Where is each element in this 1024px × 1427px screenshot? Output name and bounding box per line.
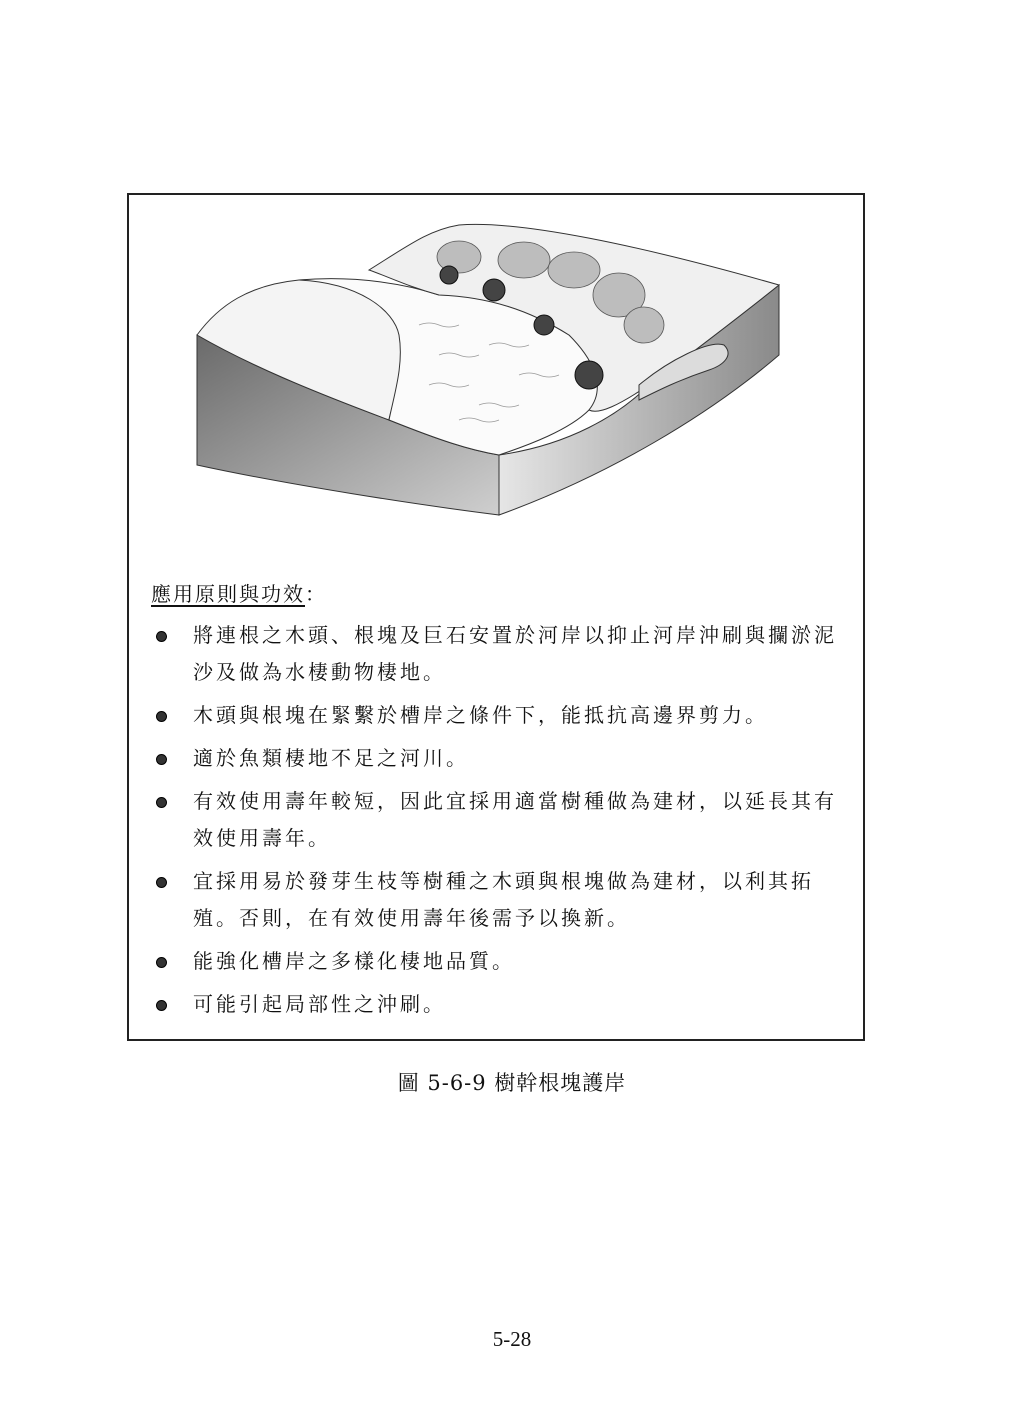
bullet-icon [156,1000,167,1011]
list-item-text: 可能引起局部性之沖刷。 [193,992,446,1016]
list-item [149,986,849,1023]
list-item [149,740,849,777]
list-item [149,783,849,857]
riverbank-illustration [189,215,809,575]
list-item [149,863,849,937]
list-item-text: 將連根之木頭、根塊及巨石安置於河岸以抑止河岸沖刷與攔淤泥沙及做為水棲動物棲地。 [193,623,837,684]
figure-caption: 圖 5-6-9 樹幹根塊護岸 [397,1071,627,1095]
principles-list [149,617,849,1029]
list-item [149,697,849,734]
list-item-text: 適於魚類棲地不足之河川。 [193,746,469,770]
principles-heading-text: 應用原則與功效 [151,582,305,606]
list-item [149,617,849,691]
page-number: 5-28 [492,1327,532,1351]
bullet-icon [156,754,167,765]
bullet-icon [156,957,167,968]
bullet-icon [156,877,167,888]
principles-heading-colon: ： [305,582,327,606]
bullet-icon [156,797,167,808]
figure-frame [127,193,865,1041]
bullet-icon [156,711,167,722]
bullet-icon [156,631,167,642]
list-item-text: 宜採用易於發芽生枝等樹種之木頭與根塊做為建材，以利其拓殖。否則，在有效使用壽年後需予以換新。 [193,869,814,930]
list-item [149,943,849,980]
principles-heading [151,578,327,607]
list-item-text: 能強化槽岸之多樣化棲地品質。 [193,949,515,973]
list-item-text: 木頭與根塊在緊繫於槽岸之條件下，能抵抗高邊界剪力。 [193,703,768,727]
list-item-text: 有效使用壽年較短，因此宜採用適當樹種做為建材，以延長其有效使用壽年。 [193,789,837,850]
